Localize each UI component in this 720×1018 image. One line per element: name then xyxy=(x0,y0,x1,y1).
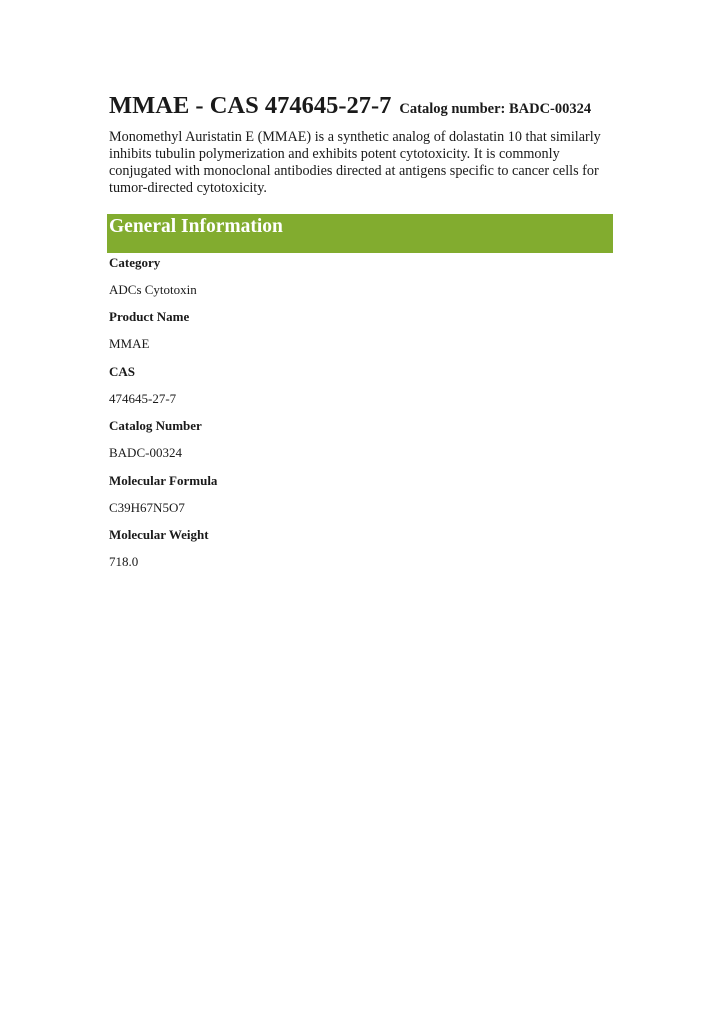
field-cas xyxy=(109,364,613,419)
product-description: Monomethyl Auristatin E (MMAE) is a synthetic analog of dolastatin 10 that similarly inhibits tubulin polymerization and exhibits potent cytotoxicity. It is commonly conjugated with monoclonal antibodies directed at antigens specific to cancer cells for tumor-directed cytotoxicity. xyxy=(109,128,601,196)
field-value: C39H67N5O7 xyxy=(109,499,185,515)
field-label: CAS xyxy=(109,363,136,379)
field-value: MMAE xyxy=(109,336,150,352)
section-header-bar xyxy=(107,214,613,253)
field-value: BADC-00324 xyxy=(109,445,182,461)
field-molecular-weight xyxy=(109,527,613,582)
field-category xyxy=(109,255,613,310)
general-info-fields xyxy=(109,255,613,583)
document-page xyxy=(109,86,613,582)
field-label: Category xyxy=(109,254,161,270)
field-label: Molecular Weight xyxy=(109,527,209,543)
field-catalog-number xyxy=(109,418,613,473)
field-value: 718.0 xyxy=(109,554,139,570)
section-title: General Information xyxy=(109,215,283,237)
field-label: Product Name xyxy=(109,309,190,325)
field-product-name xyxy=(109,309,613,364)
catalog-number-heading: Catalog number: BADC-00324 xyxy=(399,101,592,117)
field-value: ADCs Cytotoxin xyxy=(109,281,197,297)
product-title: MMAE - CAS 474645-27-7 xyxy=(109,92,392,119)
field-label: Molecular Formula xyxy=(109,472,218,488)
field-value: 474645-27-7 xyxy=(109,390,177,406)
field-molecular-formula xyxy=(109,473,613,528)
field-label: Catalog Number xyxy=(109,418,202,434)
page-title xyxy=(109,86,613,119)
